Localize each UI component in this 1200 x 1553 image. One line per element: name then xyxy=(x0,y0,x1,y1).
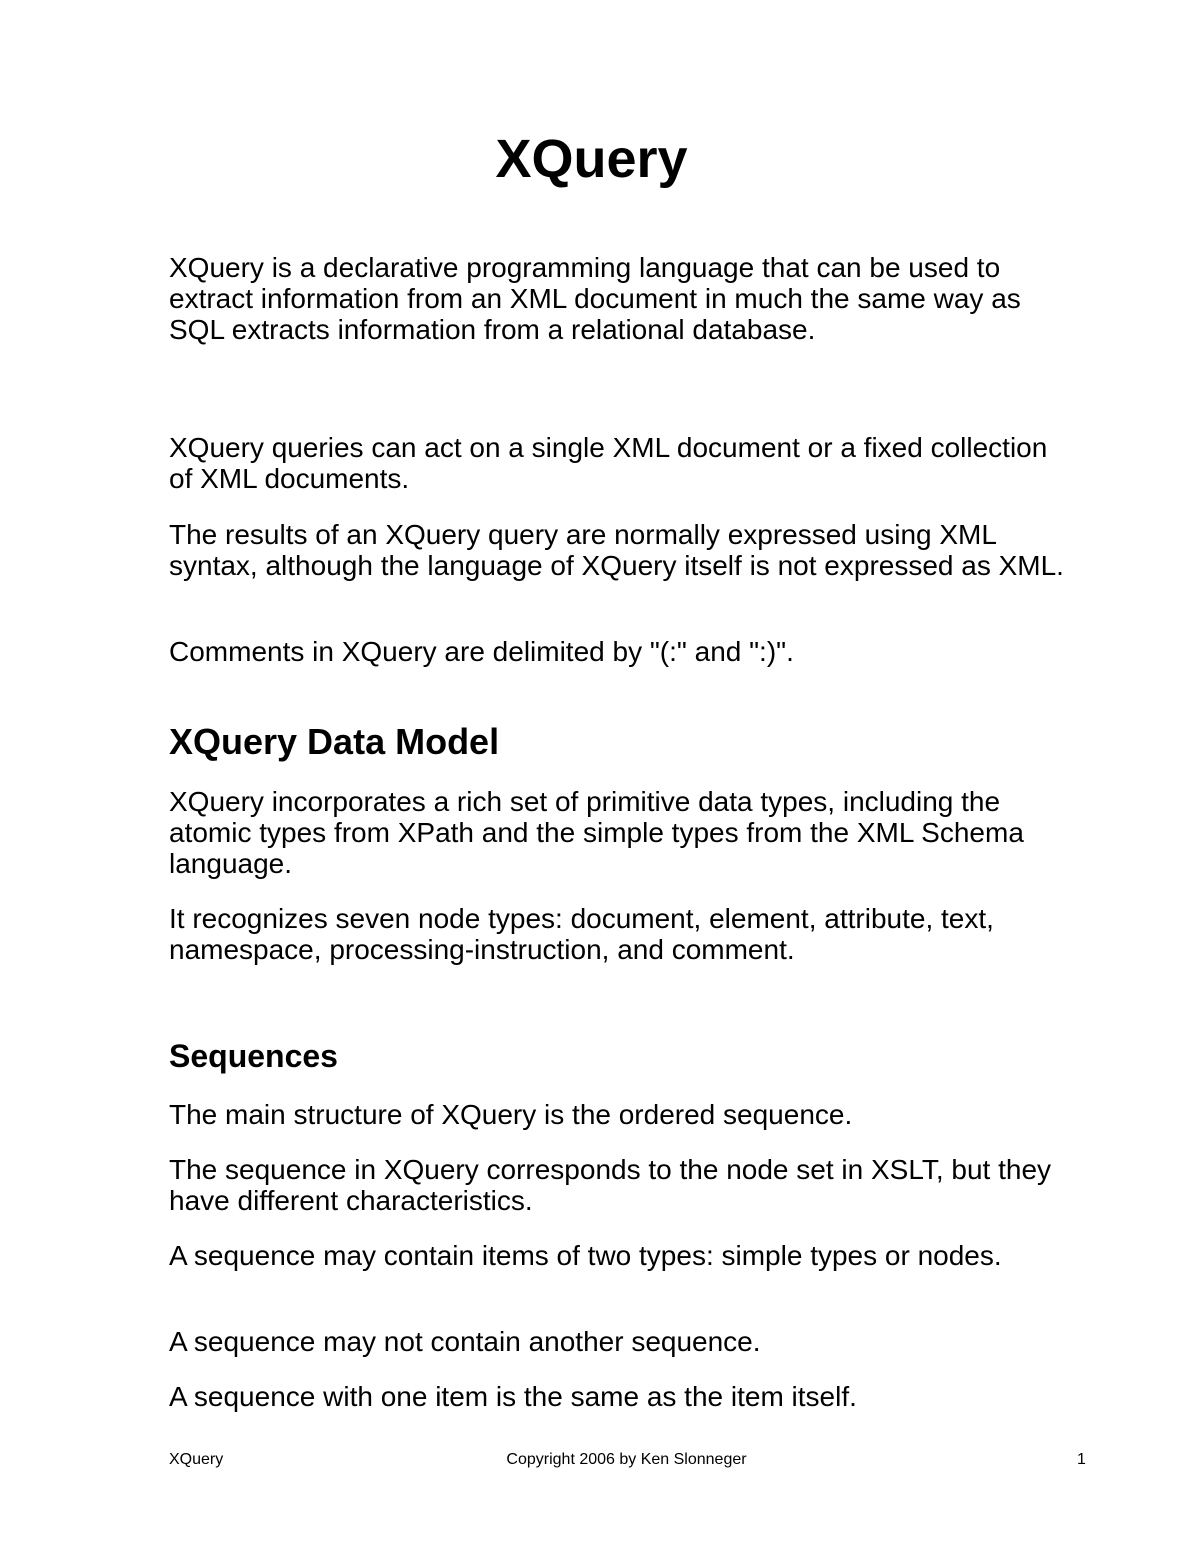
sequences-paragraph-1: The main structure of XQuery is the ordered sequence. xyxy=(169,1099,853,1130)
footer-left-text: XQuery xyxy=(169,1451,224,1468)
data-model-paragraph-1: XQuery incorporates a rich set of primitive data types, including the atomic types from XPath and the simple types from the XML Schema language. xyxy=(169,786,1024,879)
intro-paragraph-2: XQuery queries can act on a single XML document or a fixed collection of XML documents. xyxy=(169,432,1048,494)
section-heading-data-model: XQuery Data Model xyxy=(169,721,500,762)
sequences-paragraph-2: The sequence in XQuery corresponds to the node set in XSLT, but they have different characteristics. xyxy=(169,1154,1052,1216)
footer-copyright: Copyright 2006 by Ken Slonneger xyxy=(506,1451,747,1468)
intro-paragraph-3: The results of an XQuery query are normally expressed using XML syntax, although the language of XQuery itself is not expressed as XML. xyxy=(169,519,1064,581)
sequences-paragraph-4: A sequence may not contain another sequence. xyxy=(169,1326,761,1357)
page-title: XQuery xyxy=(495,129,688,189)
data-model-paragraph-2: It recognizes seven node types: document, element, attribute, text, namespace, processing-instruction, and comment. xyxy=(169,903,994,965)
sequences-paragraph-5: A sequence with one item is the same as the item itself. xyxy=(169,1381,857,1412)
sequences-paragraph-3: A sequence may contain items of two types: simple types or nodes. xyxy=(169,1240,1002,1271)
section-heading-sequences: Sequences xyxy=(169,1038,338,1074)
intro-paragraph-1: XQuery is a declarative programming language that can be used to extract information from an XML document in much the same way as SQL extracts information from a relational database. xyxy=(169,252,1021,345)
intro-paragraph-4: Comments in XQuery are delimited by "(:" and ":)". xyxy=(169,636,794,667)
page-number: 1 xyxy=(1077,1451,1086,1468)
